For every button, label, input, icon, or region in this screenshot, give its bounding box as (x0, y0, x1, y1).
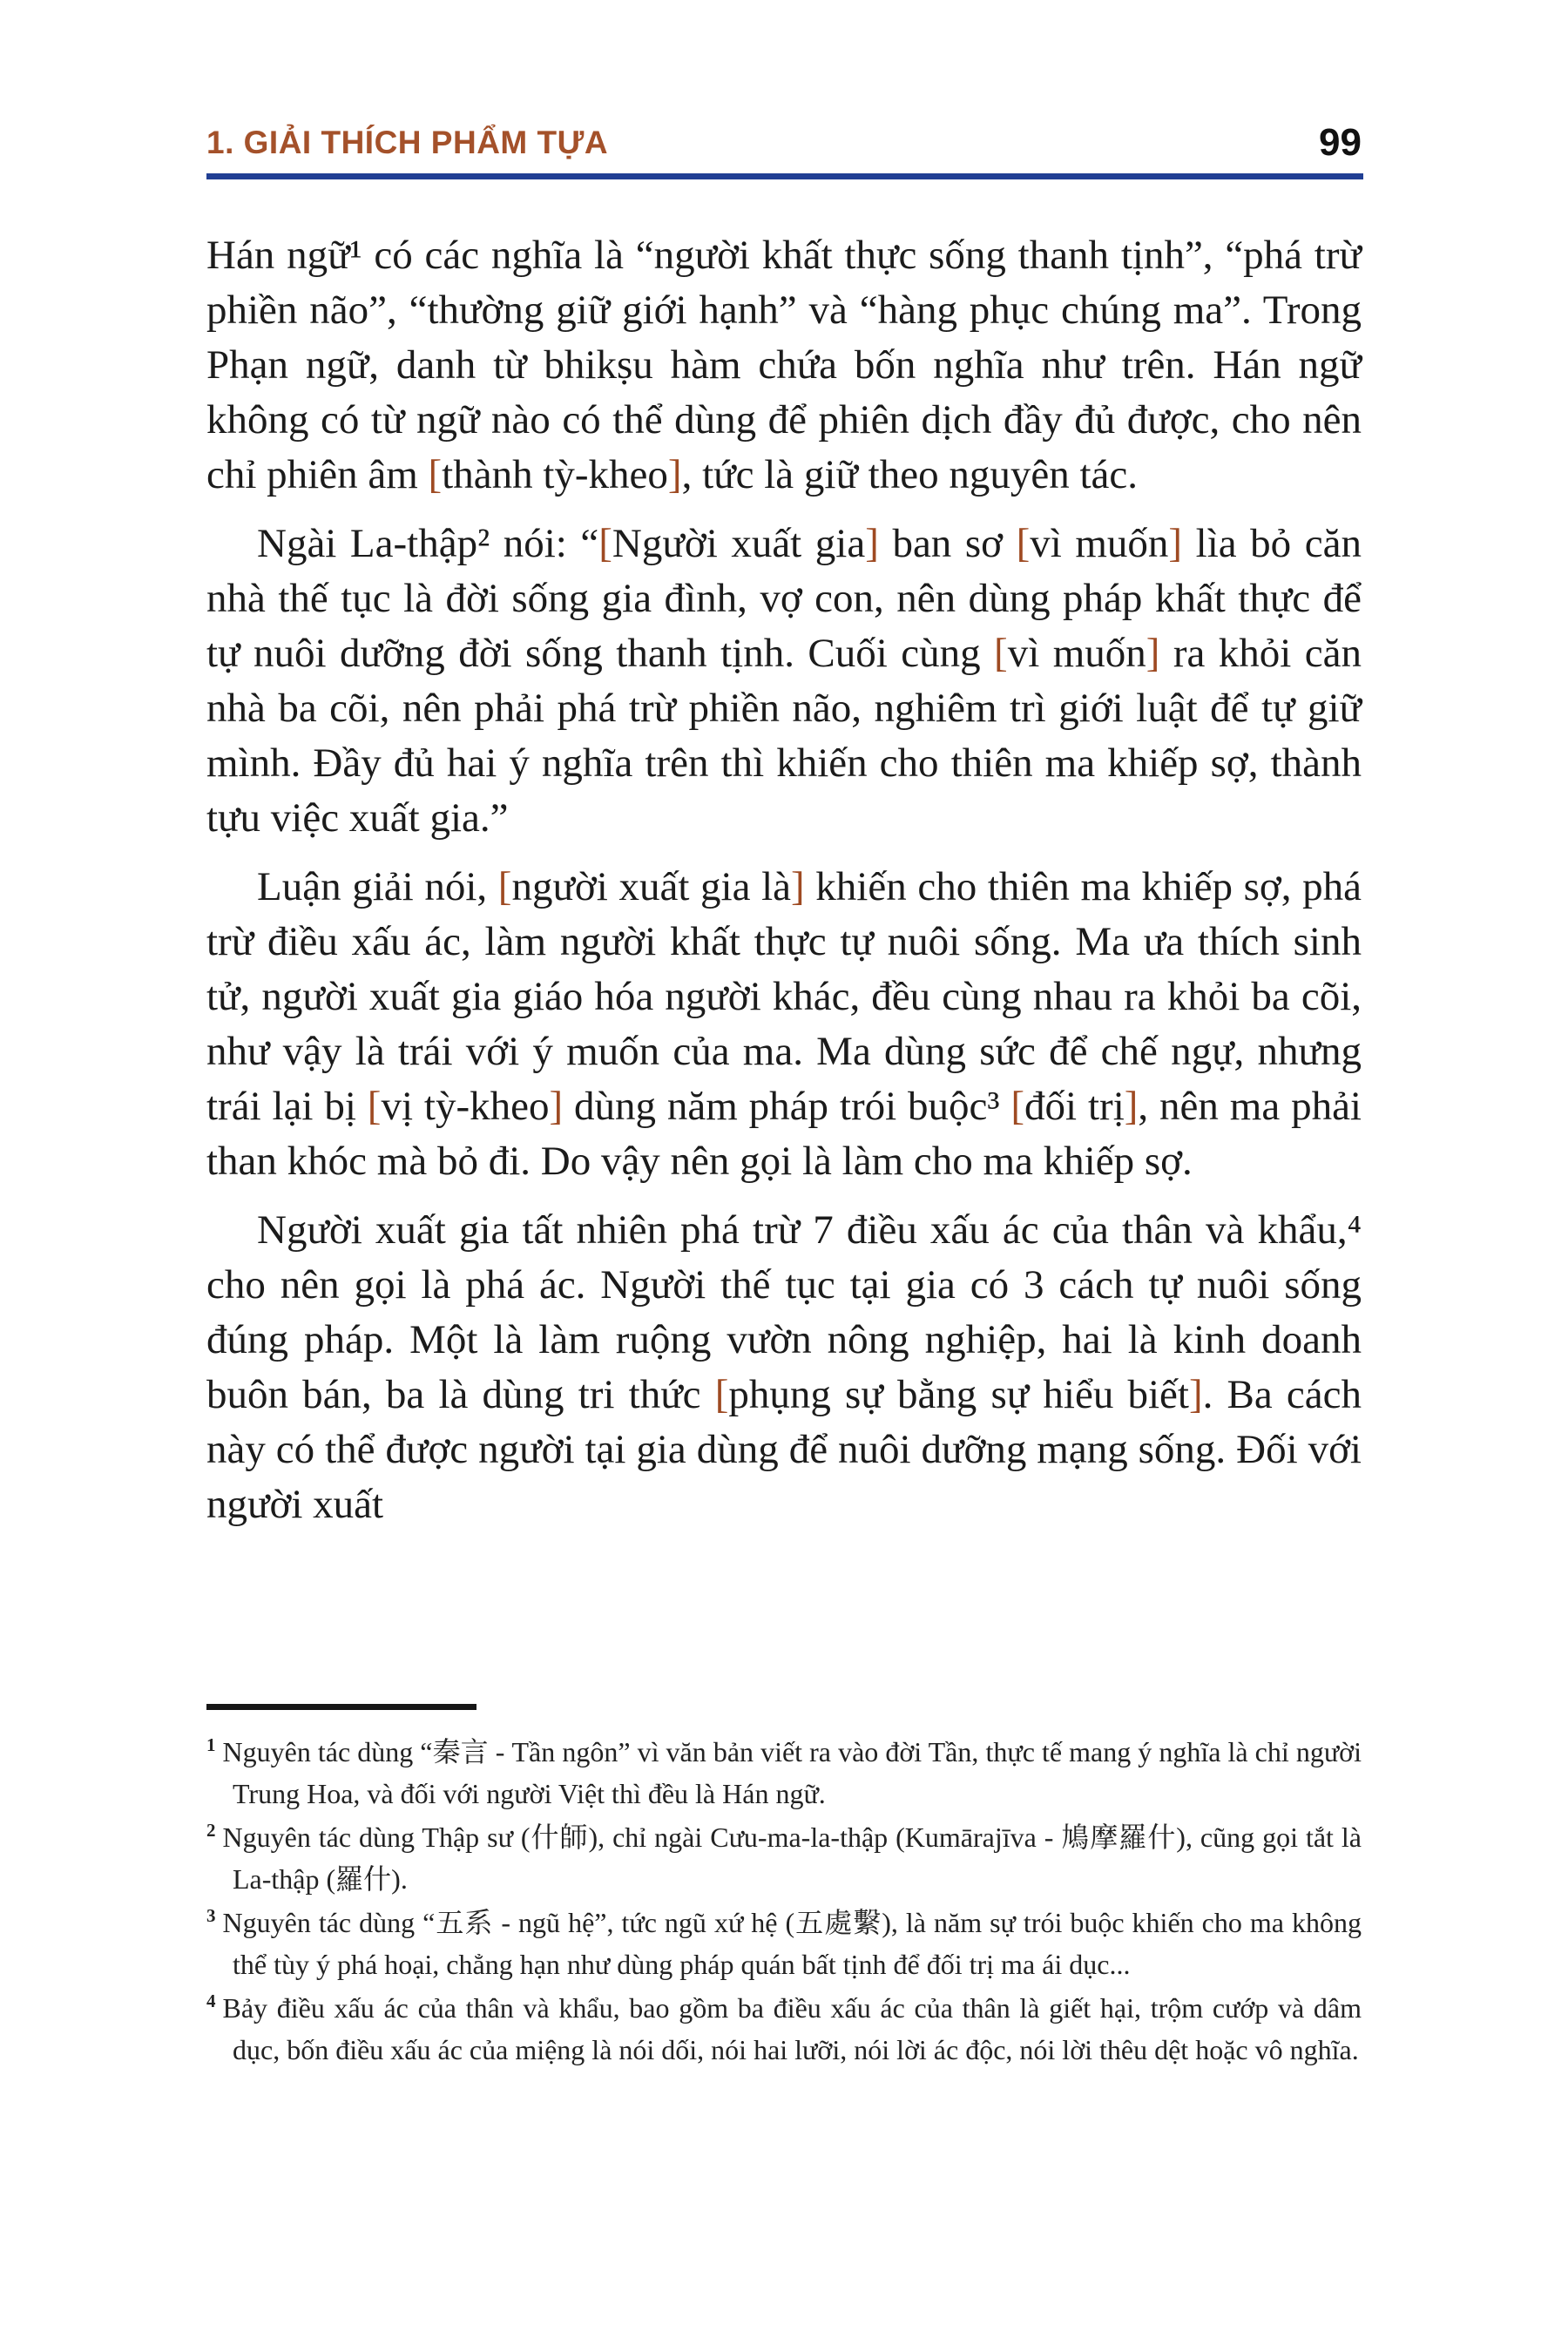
footnote-marker-1: 1 (206, 1734, 216, 1756)
body-text (206, 228, 1362, 1546)
paragraph-2: Ngài La-thập² nói: “[Người xuất gia] ban sơ [vì muốn] lìa bỏ căn nhà thế tục là đời sống gia đình, vợ con, nên dùng pháp khất thực để tự nuôi dưỡng đời sống thanh tịnh. Cuối cùng [vì muốn] ra khỏi căn nhà ba cõi, nên phải phá trừ phiền não, nghiêm trì giới luật để tự giữ mình. Đầy đủ hai ý nghĩa trên thì khiến cho thiên ma khiếp sợ, thành tựu việc xuất gia.” (206, 521, 1362, 841)
footnote-item-3 (206, 1902, 1362, 1985)
section-title: 1. GIẢI THÍCH PHẨM TỰA (206, 125, 609, 160)
footnote-text-2: Nguyên tác dùng Thập sư (什師), chỉ ngài Cưu-ma-la-thập (Kumārajīva - 鳩摩羅什), cũng gọi tắt là La-thập (羅什). (222, 1821, 1362, 1895)
footnote-item-1 (206, 1731, 1362, 1815)
footnotes-section (206, 1704, 1362, 2072)
footnote-marker-4: 4 (206, 1990, 216, 2012)
paragraph-4: Người xuất gia tất nhiên phá trừ 7 điều xấu ác của thân và khẩu,⁴ cho nên gọi là phá ác. Người thế tục tại gia có 3 cách tự nuôi sống đúng pháp. Một là làm ruộng vườn nông nghiệp, hai là kinh doanh buôn bán, ba là dùng tri thức [phụng sự bằng sự hiểu biết]. Ba cách này có thể được người tại gia dùng để nuôi dưỡng mạng sống. Đối với người xuất (206, 1207, 1362, 1527)
running-header (206, 121, 1362, 171)
footnote-marker-2: 2 (206, 1820, 216, 1842)
footnote-text-1: Nguyên tác dùng “秦言 - Tần ngôn” vì văn bản viết ra vào đời Tần, thực tế mang ý nghĩa là chỉ người Trung Hoa, và đối với người Việt thì đều là Hán ngữ. (222, 1736, 1362, 1809)
footnote-marker-3: 3 (206, 1905, 216, 1927)
footnote-item-2 (206, 1816, 1362, 1900)
footnote-separator (206, 1704, 476, 1710)
header-rule (206, 173, 1363, 179)
page-number: 99 (1319, 121, 1362, 164)
paragraph-3: Luận giải nói, [người xuất gia là] khiến cho thiên ma khiếp sợ, phá trừ điều xấu ác, làm người khất thực tự nuôi sống. Ma ưa thích sinh tử, người xuất gia giáo hóa người khác, đều cùng nhau ra khỏi ba cõi, như vậy là trái với ý muốn của ma. Ma dùng sức để chế ngự, nhưng trái lại bị [vị tỳ-kheo] dùng năm pháp trói buộc³ [đối trị], nên ma phải than khóc mà bỏ đi. Do vậy nên gọi là làm cho ma khiếp sợ. (206, 864, 1362, 1184)
footnote-text-3: Nguyên tác dùng “五系 - ngũ hệ”, tức ngũ xứ hệ (五處繫), là năm sự trói buộc khiến cho ma không thể tùy ý phá hoại, chẳng hạn như dùng pháp quán bất tịnh để đối trị ma ái dục... (222, 1907, 1362, 1980)
footnote-item-4 (206, 1987, 1362, 2071)
paragraph-1: Hán ngữ¹ có các nghĩa là “người khất thực sống thanh tịnh”, “phá trừ phiền não”, “thường giữ giới hạnh” và “hàng phục chúng ma”. Trong Phạn ngữ, danh từ bhikṣu hàm chứa bốn nghĩa như trên. Hán ngữ không có từ ngữ nào có thể dùng để phiên dịch đầy đủ được, cho nên chỉ phiên âm [thành tỳ-kheo], tức là giữ theo nguyên tác. (206, 233, 1362, 497)
footnote-text-4: Bảy điều xấu ác của thân và khẩu, bao gồm ba điều xấu ác của thân là giết hại, trộm cướp và dâm dục, bốn điều xấu ác của miệng là nói dối, nói hai lưỡi, nói lời ác độc, nói lời thêu dệt hoặc vô nghĩa. (222, 1992, 1362, 2065)
